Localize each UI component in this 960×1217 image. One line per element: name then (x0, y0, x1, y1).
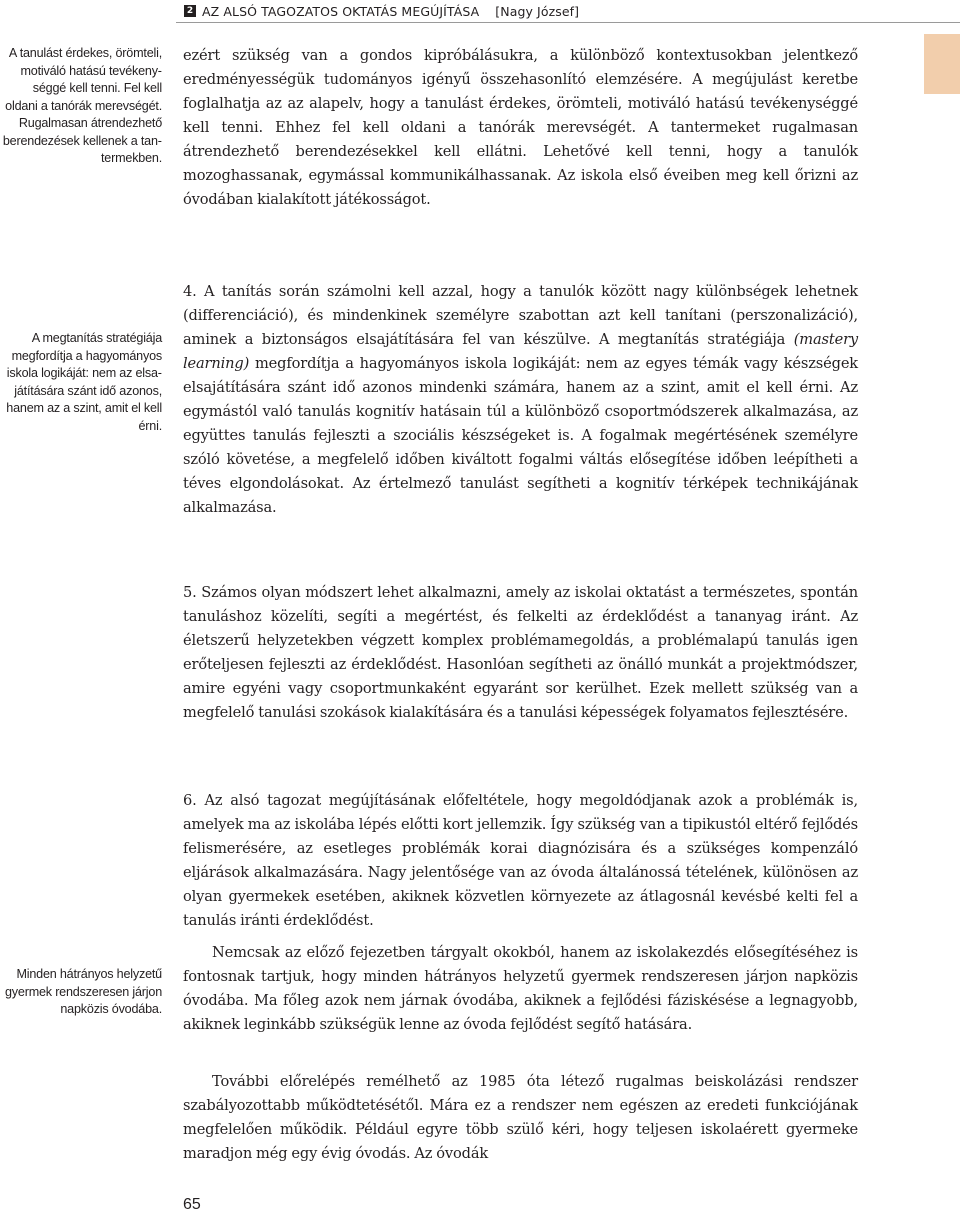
paragraph: ezért szükség van a gondos kipróbálásukra, a különböző kontextusokban jelentkező eredményességük tudományos igényű összehasonlító elemzésére. A megújulást keretbe foglalhatja az az alapelv, hogy a tanulást érdekes, örömteli, motiváló hatású tevékenységgé kell tenni. Ehhez fel kell oldani a tanórák merevségét. A tantermeket rugalmasan átrendezhető berendezésekkel kell ellátni. Lehetővé kell tenni, hogy a tanulók mozoghassanak, egymással kommunikálhassanak. Az iskola első éveiben meg kell őrizni az óvodában kialakított játékosságot. (183, 47, 858, 208)
margin-note: A megtanítás stratégiája megfordítja a hagyományos iskola logikáját: nem az elsajátítására szánt idő azonos, hanem az a szint, amit el kell érni. (6, 331, 162, 433)
page-number: 65 (183, 1196, 201, 1213)
chapter-title: AZ ALSÓ TAGOZATOS OKTATÁS MEGÚJÍTÁSA (202, 3, 480, 19)
paragraph-point-5: 5. Számos olyan módszert lehet alkalmazni, amely az iskolai oktatást a természetes, spontán tanuláshoz közelíti, segíti a megértést, és felkelti az érdeklődést a tananyag iránt. Az életszerű helyzetekben végzett komplex problémamegoldás, a problémalapú tanulás igen erőteljesen fejleszti az érdeklődést. Hasonlóan segítheti az önálló munkát a projektmódszer, amire egyéni vagy csoportmunkaként egyaránt sor kerülhet. Ezek mellett szükség van a megfelelő tanulási szokások kialakítására és a tanulási képességek folyamatos fejlesztésére. (183, 584, 858, 721)
margin-note: A tanulást érdekes, örömteli, motiváló hatású tevékenységgé kell tenni. Fel kell oldani a tanórák merevségét. Rugalmasan átrendezhető berendezések kellenek a tantermekben. (2, 46, 162, 165)
paragraph-text: 4. A tanítás során számolni kell azzal, hogy a tanulók között nagy különbségek lehetnek (differenciáció), és mindenkinek személyre szabottan azt kell tanítani (perszonalizáció), aminek a biztonságos elsajátítására fel van készülve. A megtanítás stratégiája (183, 283, 858, 348)
paragraph-point-4 (183, 280, 858, 520)
margin-note: Minden hátrányos helyzetű gyermek rendszeresen járjon napközis óvodába. (5, 967, 162, 1016)
paragraph-text: megfordítja a hagyományos iskola logikáját: nem az egyes témák vagy készségek elsajátítására szánt idő azonos mindenki számára, hanem az a szint, amit el kell érni. Az egymástól való tanulás kognitív hatásain túl a különböző csoportmódszerek alkalmazása, az együttes tanulás fejleszti a szociális készségeket is. A fogalmak megértésének személyre szóló követése, a megfelelő időben kiváltott fogalmi váltás elősegítése időben leépítheti a téves elgondolásokat. Az értelmező tanulást segítheti a kognitív térképek technikájának alkalmazása. (183, 355, 858, 516)
header-rule (176, 22, 960, 23)
emphasis-term: (mastery learning) (183, 331, 858, 372)
chapter-number-box: 2 (184, 5, 196, 17)
chapter-edge-tab (924, 34, 960, 94)
paragraph: További előrelépés remélhető az 1985 óta létező rugalmas beiskolázási rendszer szabályozottabb működtetésétől. Mára ez a rendszer nem egészen az eredeti funkciójának megfelelően működik. Például egyre több szülő kéri, hogy teljesen iskolaérett gyermeke maradjon még egy évig óvodás. Az óvodák (183, 1073, 858, 1162)
paragraph: Nemcsak az előző fejezetben tárgyalt okokból, hanem az iskolakezdés elősegítéséhez is fontosnak tartjuk, hogy minden hátrányos helyzetű gyermek rendszeresen járjon napközis óvodába. Ma főleg azok nem járnak óvodába, akiknek a fejlődési fáziskésése a legnagyobb, akiknek leginkább szükségük lenne az óvoda fejlődést segítő hatására. (183, 944, 858, 1033)
paragraph-point-6: 6. Az alsó tagozat megújításának előfeltétele, hogy megoldódjanak azok a problémák is, amelyek ma az iskolába lépés előtti kort jellemzik. Így szükség van a tipikustól eltérő fejlődés felismerésére, az esetleges problémák korai diagnózisára és a szükséges kompenzáló eljárások alkalmazására. Nagy jelentősége van az óvoda általánossá tételének, különösen az olyan gyermekek esetében, akiknek közvetlen környezete az átlagosnál kevésbé kelti fel a tanulás iránti érdeklődést. (183, 792, 858, 929)
chapter-author: [Nagy József] (495, 3, 580, 19)
running-header (184, 1, 579, 21)
